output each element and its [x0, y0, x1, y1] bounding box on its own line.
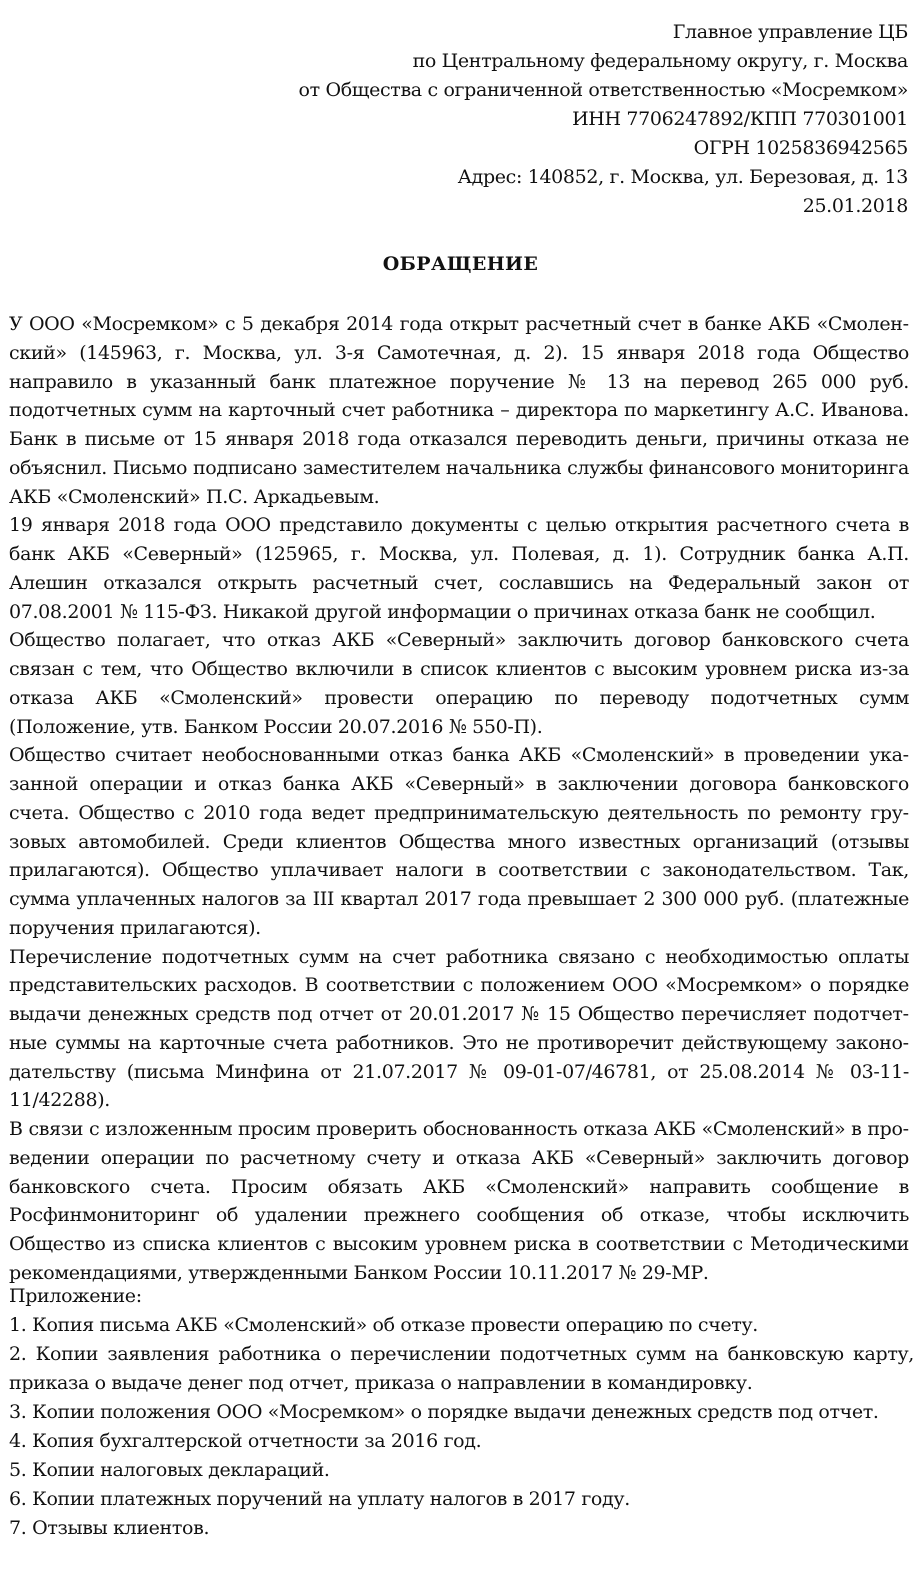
body-paragraph: Перечисление подотчетных сумм на счет работника связано с необходимостью оплаты представительских расходов. В соответствии с положением ООО «Мосремком» о порядке выдачи денежных средств под отчет от 20.01.2017 № 15 Общество перечисляет подотчетные суммы на карточные счета работников. Это не противоречит действующему законодательству (письма Минфина от 21.07.2017 № 09-01-07/46781, от 25.08.2014 № 03-11-11/42288). [9, 945, 909, 1112]
attachment-item: 1. Копия письма АКБ «Смоленский» об отказе провести операцию по счету. [9, 1314, 758, 1336]
attachment-item: 7. Отзывы клиентов. [9, 1517, 210, 1539]
ogrn-line: ОГРН 1025836942565 [693, 137, 908, 159]
attachment-item: 5. Копии налоговых деклараций. [9, 1459, 330, 1481]
addressee-line: по Центральному федеральному округу, г. Москва [412, 50, 908, 72]
attachment-item: 2. Копии заявления работника о перечислении подотчетных сумм на банковскую карту, приказа о выдаче денег под отчет, приказа о направлении в командировку. [9, 1343, 914, 1394]
inn-kpp-line: ИНН 7706247892/КПП 770301001 [572, 108, 908, 130]
addressee-block [208, 18, 908, 221]
body-paragraph: 19 января 2018 года ООО представило документы с целью открытия расчетного счета в банк АКБ «Северный» (125965, г. Москва, ул. Полевая, д. 1). Сотрудник банка А.П. Алешин отказался открыть расчетный счет, сославшись на Федеральный закон от 07.08.2001 № 115-ФЗ. Никакой другой информации о причинах отказа банк не сообщил. [9, 514, 909, 623]
attachments-heading: Приложение: [9, 1285, 142, 1307]
addressee-line: Главное управление ЦБ [672, 21, 908, 43]
document-title: ОБРАЩЕНИЕ [382, 253, 539, 275]
document-body [9, 310, 909, 1288]
attachments-block [9, 1282, 914, 1543]
attachment-item: 3. Копии положения ООО «Мосремком» о порядке выдачи денежных средств под отчет. [9, 1401, 879, 1423]
address-line: Адрес: 140852, г. Москва, ул. Березовая, д. 13 [457, 166, 908, 188]
sender-line: от Общества с ограниченной ответственностью «Мосремком» [298, 79, 908, 101]
body-paragraph: Общество полагает, что отказ АКБ «Северный» заключить договор банковского счета связан с тем, что Общество включили в список клиентов с высоким уровнем риска из-за отказа АКБ «Смоленский» провести операцию по переводу подотчетных сумм (Положение, утв. Банком России 20.07.2016 № 550-П). [9, 629, 909, 738]
body-paragraph: У ООО «Мосремком» с 5 декабря 2014 года открыт расчетный счет в банке АКБ «Смоленский» (145963, г. Москва, ул. 3-я Самотечная, д. 2). 15 января 2018 года Общество направило в указанный банк платежное поручение № 13 на перевод 265 000 руб. подотчетных сумм на карточный счет работника – директора по маркетингу А.С. Иванова. Банк в письме от 15 января 2018 года отказался переводить деньги, причины отказа не объяснил. Письмо подписано заместителем начальника службы финансового мониторинга АКБ «Смоленский» П.С. Аркадьевым. [9, 313, 909, 508]
date-line: 25.01.2018 [802, 195, 908, 217]
attachment-item: 4. Копия бухгалтерской отчетности за 2016 год. [9, 1430, 482, 1452]
body-paragraph: Общество считает необоснованными отказ банка АКБ «Смоленский» в проведении указанной операции и отказ банка АКБ «Северный» в заключении договора банковского счета. Общество с 2010 года ведет предпринимательскую деятельность по ремонту грузовых автомобилей. Среди клиентов Общества много известных организаций (отзывы прилагаются). Общество уплачивает налоги в соответствии с законодательством. Так, сумма уплаченных налогов за III квартал 2017 года превышает 2 300 000 руб. (платежные поручения прилагаются). [9, 744, 909, 939]
attachment-item: 6. Копии платежных поручений на уплату налогов в 2017 году. [9, 1488, 630, 1510]
body-paragraph: В связи с изложенным просим проверить обоснованность отказа АКБ «Смоленский» в проведении операции по расчетному счету и отказа АКБ «Северный» заключить договор банковского счета. Просим обязать АКБ «Смоленский» направить сообщение в Росфинмониторинг об удалении прежнего сообщения об отказе, чтобы исключить Общество из списка клиентов с высоким уровнем риска в соответствии с Методическими рекомендациями, утвержденными Банком России 10.11.2017 № 29-МР. [9, 1118, 909, 1284]
